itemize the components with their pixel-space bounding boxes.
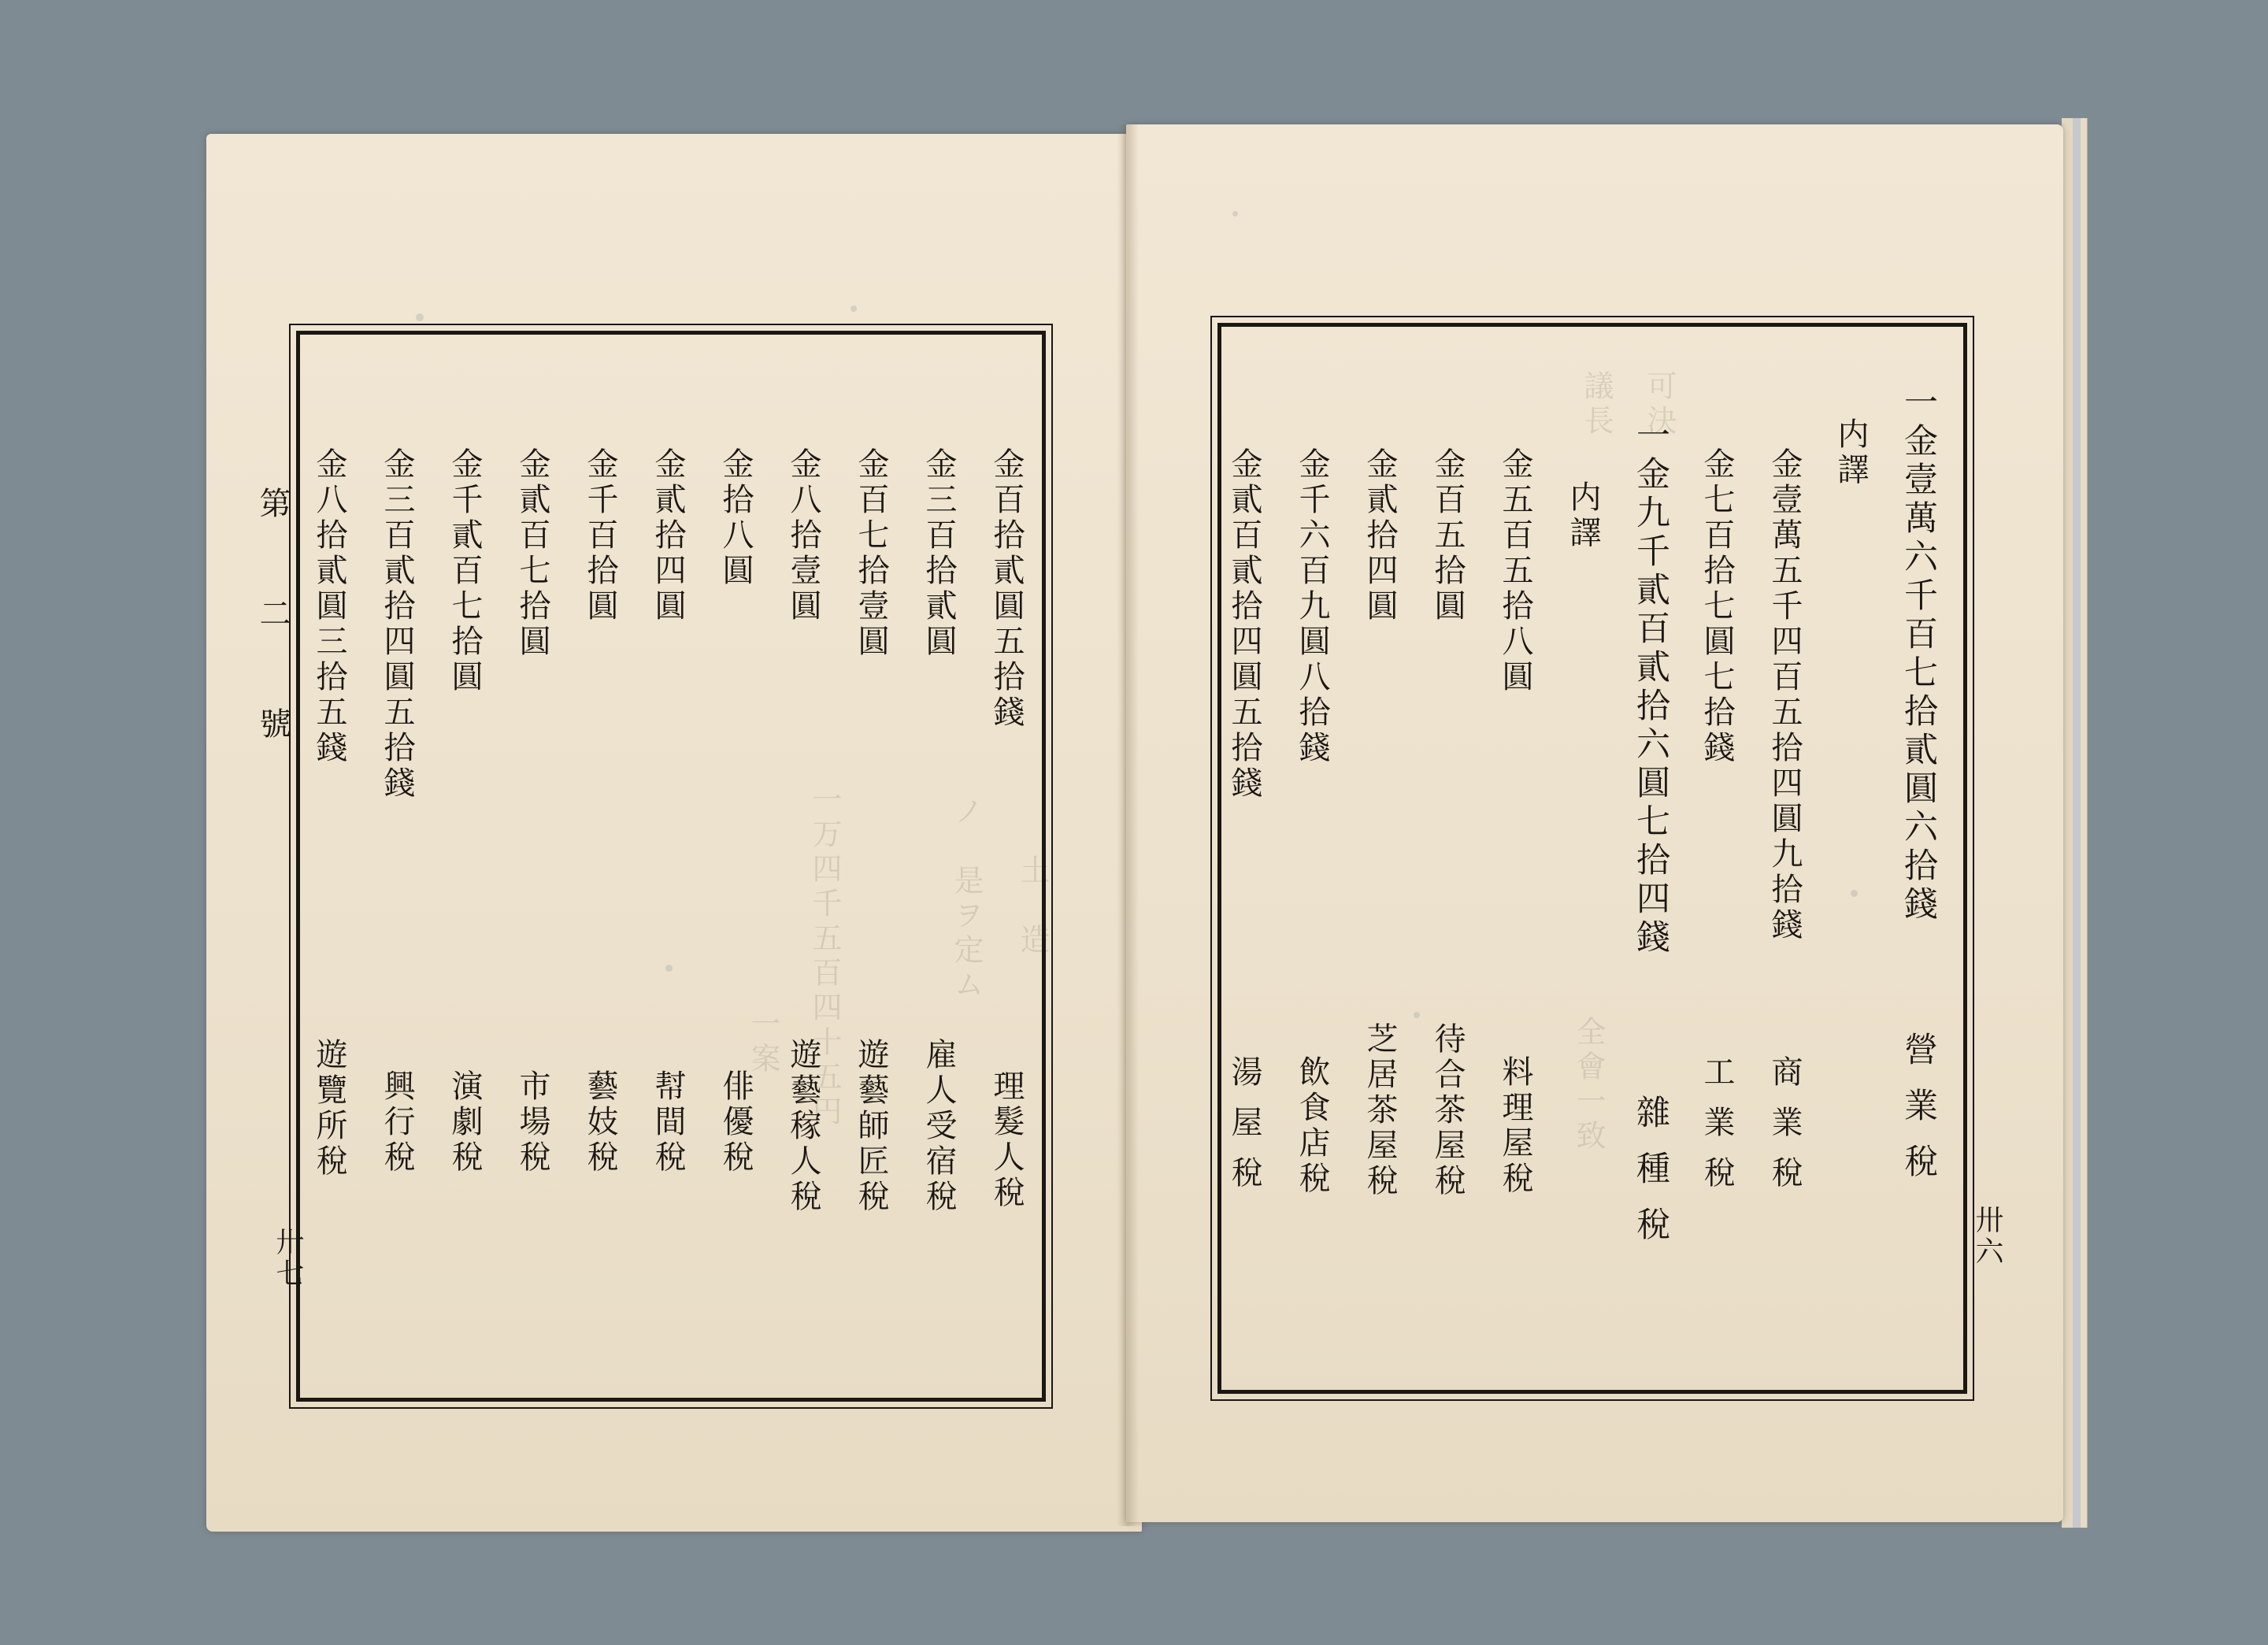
amount-entry: 金貳拾四圓 (650, 447, 686, 624)
amount-entry: 金百五拾圓 (1429, 447, 1466, 624)
amount-entry: 金拾八圓 (717, 447, 754, 589)
book-gutter (1117, 124, 1139, 1526)
tax-name: 待合茶屋稅 (1429, 1022, 1466, 1199)
amount-entry: 金三百貳拾四圓五拾錢 (379, 447, 415, 802)
bleed-through-text: 議長 (1579, 370, 1614, 439)
amount-entry: 一金壹萬六千百七拾貳圓六拾錢 (1899, 384, 1938, 924)
amount-entry: 一金九千貳百貳拾六圓七拾四錢 (1631, 417, 1670, 958)
amount-entry: 金千百拾圓 (582, 447, 618, 624)
paper-spot (1232, 211, 1238, 217)
bleed-through-text: 可決 (1642, 370, 1677, 439)
issue-number-header: 第 二 號 (254, 487, 291, 762)
page-number: 卅六 (1971, 1205, 2003, 1268)
amount-entry: 金千貳百七拾圓 (447, 447, 483, 695)
paper-spot (416, 313, 424, 321)
bleed-through-text: ノ 是ヲ定ム (949, 795, 984, 1003)
tax-name: 遊覽所稅 (311, 1038, 347, 1180)
tax-name: 料理屋稅 (1497, 1055, 1533, 1197)
tax-name: 遊藝稼人稅 (785, 1038, 821, 1215)
amount-entry: 金貳拾四圓 (1362, 447, 1398, 624)
tax-name: 遊藝師匠稅 (853, 1038, 889, 1215)
amount-entry: 金三百拾貳圓 (921, 447, 957, 660)
tax-name: 芝居茶屋稅 (1362, 1022, 1398, 1199)
bleed-through-text: 土 造 (1015, 854, 1050, 958)
bleed-through-text: 一案 (746, 1008, 780, 1077)
amount-entry: 金百拾貳圓五拾錢 (988, 447, 1025, 731)
amount-entry: 金千六百九圓八拾錢 (1294, 447, 1330, 766)
amount-entry: 金百七拾壹圓 (853, 447, 889, 660)
amount-entry: 金貳百貳拾四圓五拾錢 (1226, 447, 1262, 802)
amount-entry: 金五百五拾八圓 (1497, 447, 1533, 695)
bleed-through-text: 一万四千五百四十五円 (807, 784, 842, 1130)
tax-name: 幇間稅 (650, 1069, 686, 1176)
paper-spot (850, 306, 857, 312)
breakdown-label: 内譯 (1565, 480, 1601, 551)
tax-name: 飲食店稅 (1294, 1055, 1330, 1197)
tax-name: 湯屋稅 (1226, 1055, 1262, 1206)
tax-name: 演劇稅 (447, 1069, 483, 1176)
amount-entry: 金貳百七拾圓 (514, 447, 550, 660)
amount-entry: 金七百拾七圓七拾錢 (1699, 447, 1735, 766)
tax-name: 營業稅 (1899, 1032, 1938, 1199)
tax-name: 市場稅 (514, 1069, 550, 1176)
amount-entry: 金八拾壹圓 (785, 447, 821, 624)
tax-name: 藝妓稅 (582, 1069, 618, 1176)
tax-name: 興行稅 (379, 1069, 415, 1176)
bleed-through-text: 全會一致 (1571, 1016, 1606, 1154)
tax-name: 雜種稅 (1631, 1095, 1670, 1262)
tax-name: 商業稅 (1766, 1055, 1803, 1206)
page-number: 卅七 (272, 1227, 304, 1290)
tax-name: 俳優稅 (717, 1069, 754, 1176)
page-edge (2081, 118, 2088, 1528)
tax-name: 理髮人稅 (988, 1069, 1025, 1211)
page-edge (2062, 118, 2073, 1528)
breakdown-label: 内譯 (1833, 417, 1869, 488)
amount-entry: 金壹萬五千四百五拾四圓九拾錢 (1766, 447, 1803, 943)
tax-name: 雇人受宿稅 (921, 1038, 957, 1215)
tax-name: 工業稅 (1699, 1055, 1735, 1206)
amount-entry: 金八拾貳圓三拾五錢 (311, 447, 347, 766)
